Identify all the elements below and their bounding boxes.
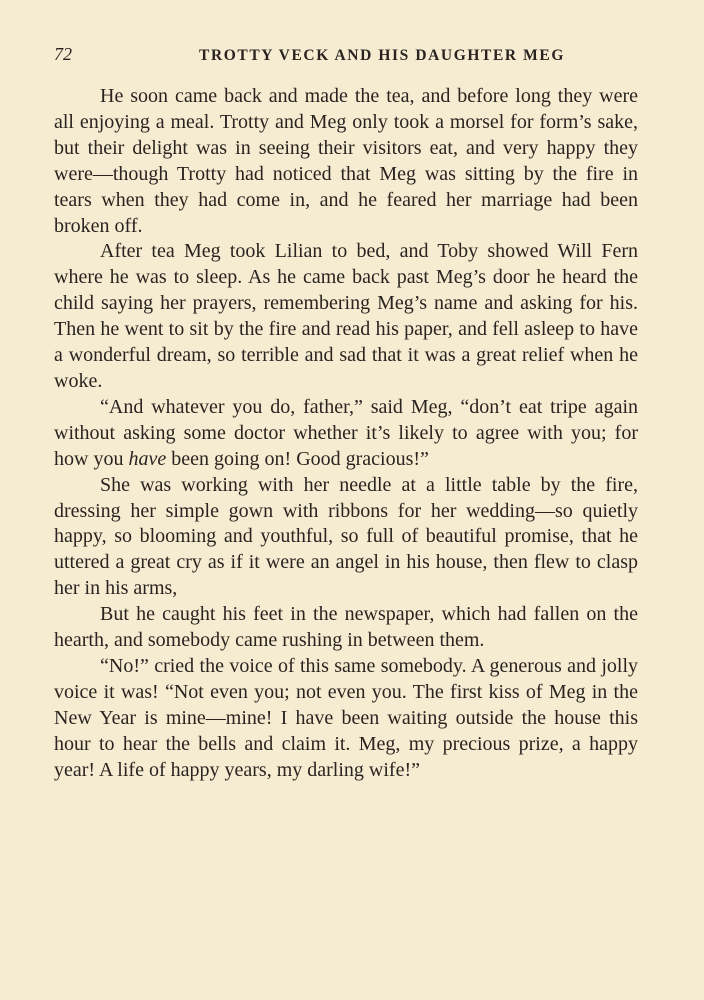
page-header xyxy=(54,44,640,72)
paragraph-meg-speech-part1: “And whatever you do, father,” said Meg, “don’t eat tripe again without asking some doctor whether it’s likely to agree with you; for how you xyxy=(54,395,638,470)
paragraph-meg-speech-part2: been going on! Good gracious!” xyxy=(166,447,429,470)
paragraph-after-tea: After tea Meg took Lilian to bed, and Toby showed Will Fern where he was to sleep. As he came back past Meg’s door he heard the child saying her prayers, remembering Meg’s name and asking for his. Then he went to sit by the fire and read his paper, and fell asleep to have a wonderful dream, so terrible and sad that it was a great relief when he woke. xyxy=(54,240,638,392)
paragraph-new-year: “No!” cried the voice of this same somebody. A generous and jolly voice it was! “Not even you; not even you. The first kiss of Meg in the New Year is mine—mine! I have been waiting outside the house this hour to hear the bells and claim it. Meg, my precious prize, a happy year! A life of happy years, my darling wife!” xyxy=(54,654,638,781)
paragraph-meg-speech xyxy=(54,395,638,473)
paragraph-newspaper: But he caught his feet in the newspaper, which had fallen on the hearth, and somebody came rushing in between them. xyxy=(54,603,638,652)
page-number: 72 xyxy=(54,44,72,64)
italic-emphasis: have xyxy=(128,447,167,470)
running-title: TROTTY VECK AND HIS DAUGHTER MEG xyxy=(199,47,565,64)
body-text xyxy=(54,84,638,783)
paragraph-tea: He soon came back and made the tea, and before long they were all enjoying a meal. Trotty and Meg only took a morsel for form’s sake, but their delight was in seeing their visitors eat, and very happy they were—though Trotty had noticed that Meg was sitting by the fire in tears when they had come in, and he feared her marriage had been broken off. xyxy=(54,85,638,237)
paragraph-needle-work: She was working with her needle at a little table by the fire, dressing her simple gown with ribbons for her wedding—so quietly happy, so blooming and youthful, so full of beautiful promise, that he uttered a great cry as if it were an angel in his house, then flew to clasp her in his arms, xyxy=(54,473,638,600)
